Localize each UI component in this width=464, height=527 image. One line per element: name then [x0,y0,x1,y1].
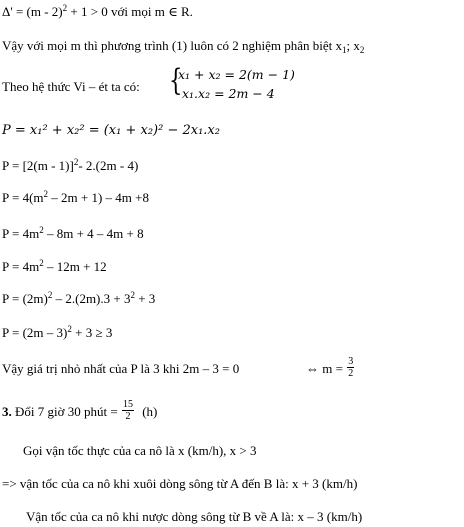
fraction-3-2 [347,356,354,379]
minimum-equiv: ⇔ m = [306,361,343,376]
frac-den: 2 [348,367,354,379]
p5-a: P = (2m) [2,291,48,306]
line-p-step-3 [2,226,144,242]
subscript-2: 2 [359,45,365,55]
exponent: 2 [67,324,72,334]
line-p-step-5 [2,291,155,307]
fraction-15-2 [122,399,134,422]
line-minimum [2,361,239,377]
p3-a: P = 4m [2,226,40,241]
line-upstream: Vận tốc của ca nô khi nược dòng sông từ B về A là: x – 3 (km/h) [26,509,363,524]
line-p-definition: P = x₁² + x₂² = (x₁ + x₂)² − 2x₁.x₂ [2,123,220,138]
exponent: 2 [39,225,44,235]
line-p-step-6 [2,325,112,341]
vieta-prefix: Theo hệ thức Vi – ét ta có: [2,79,140,94]
minimum-text: Vậy giá trị nhỏ nhất của P là 3 khi 2m – 3 = 0 [2,361,240,376]
unit-hours: (h) [142,404,158,419]
line-let-speed: Gọi vận tốc thực của ca nô là x (km/h), x > 3 [23,443,257,458]
p4-a: P = 4m [2,259,40,274]
line-minimum-result [306,355,355,379]
line-section-3 [2,398,158,422]
line-p-step-1 [2,158,138,174]
p2-b: – 2m + 1) – 4m +8 [48,190,149,205]
p5-b: – 2.(2m).3 + 3 [52,291,131,306]
p1-a: P = [2(m - 1)] [2,158,74,173]
exponent: 2 [43,189,49,199]
line-p-step-2 [2,190,149,206]
p5-c: + 3 [134,291,156,306]
exponent: 2 [73,157,79,167]
p6-a: P = (2m – 3) [2,325,68,340]
p4-b: – 12m + 12 [43,259,107,274]
p6-b: + 3 ≥ 3 [71,325,113,340]
roots-text-c: ; x [346,38,360,53]
line-conclusion-roots [2,38,364,54]
frac-num: 3 [348,355,354,367]
p1-b: - 2.(2m - 4) [78,158,139,173]
p2-a: P = 4(m [2,190,44,205]
exponent: 2 [39,258,44,268]
p3-b: – 8m + 4 – 4m + 8 [43,226,144,241]
delta-text-a: Δ' = (m - 2) [2,4,63,19]
delta-text-b: + 1 > 0 với mọi m ∈ R. [67,4,193,19]
line-vieta-prefix [2,79,140,95]
line-p-step-4 [2,259,107,275]
vieta-equation-2: x₁.x₂ = 2m − 4 [182,86,275,101]
subscript-1: 1 [341,45,347,55]
vieta-brace: { [169,63,183,98]
frac-num: 15 [122,398,133,410]
exponent: 2 [62,3,68,13]
exponent: 2 [47,290,53,300]
roots-text-a: Vậy với mọi m thì phương trình (1) luôn có 2 nghiệm phân biệt x [2,38,342,53]
line-downstream: => vận tốc của ca nô khi xuôi dòng sông từ A đến B là: x + 3 (km/h) [2,476,358,491]
exponent: 2 [130,290,135,300]
section-text: Đổi 7 giờ 30 phút = [11,404,118,419]
vieta-equation-1: x₁ + x₂ = 2(m − 1) [178,67,295,82]
frac-den: 2 [125,410,131,422]
line-delta [2,4,193,20]
section-number: 3. [2,404,12,419]
